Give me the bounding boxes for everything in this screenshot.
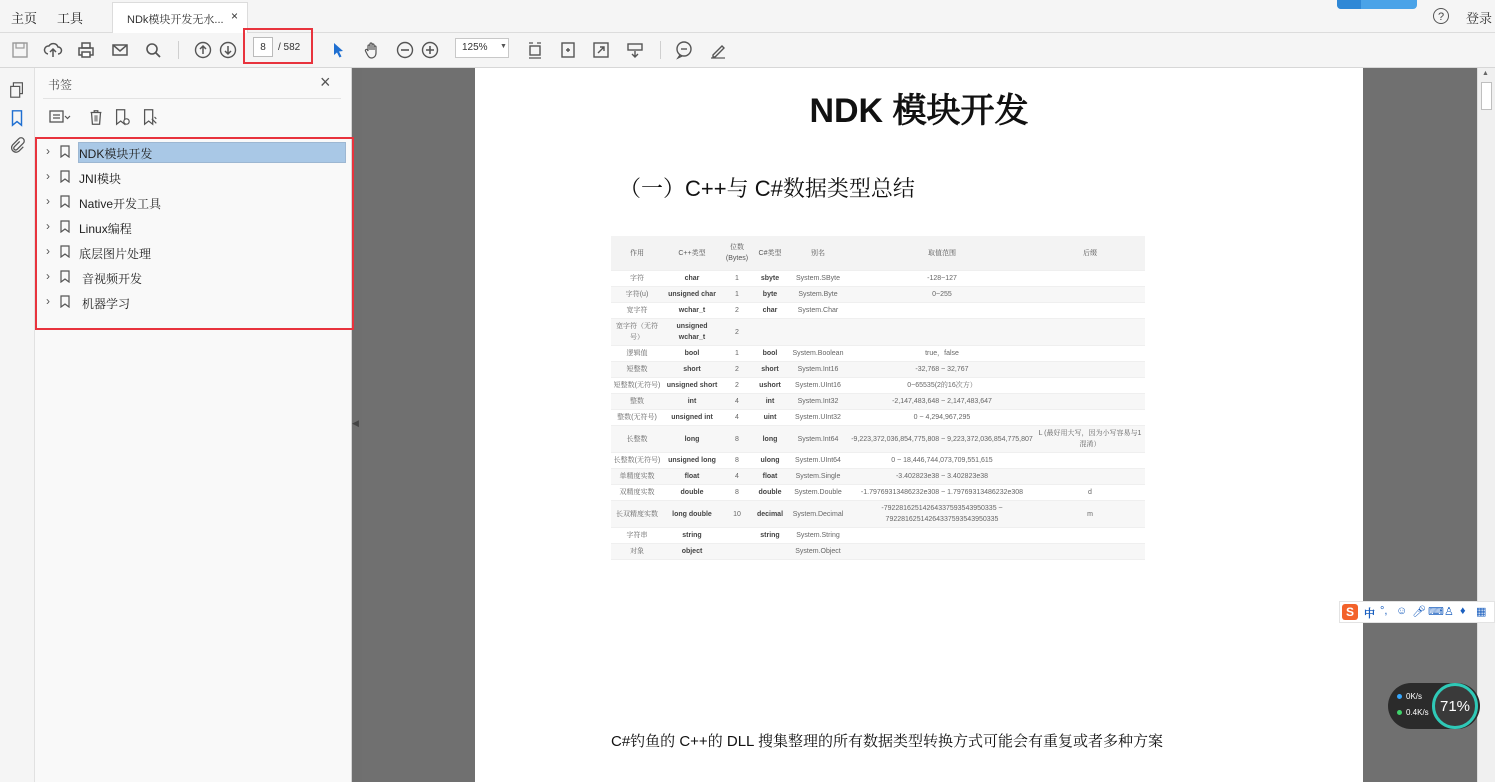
table-cell: -128~127 <box>849 271 1035 287</box>
table-cell: System.Decimal <box>787 501 849 528</box>
table-cell <box>753 319 787 346</box>
fullscreen-icon[interactable] <box>590 39 612 61</box>
table-cell <box>753 544 787 560</box>
table-header-row <box>611 236 1145 271</box>
table-cell: string <box>753 528 787 544</box>
table-cell: 字符 <box>611 271 663 287</box>
table-row <box>611 303 1145 319</box>
table-cell: 整数(无符号) <box>611 410 663 426</box>
table-cell: 10 <box>721 501 753 528</box>
table-cell: 长双精度实数 <box>611 501 663 528</box>
table-cell: unsigned wchar_t <box>663 319 721 346</box>
print-icon[interactable] <box>75 39 97 61</box>
table-cell <box>1035 287 1145 303</box>
attachment-icon[interactable] <box>7 135 27 155</box>
table-cell: long <box>663 426 721 453</box>
table-header: 别名 <box>787 236 849 271</box>
skin-icon[interactable]: ♦ <box>1460 605 1466 617</box>
upload-dot-icon <box>1397 694 1402 699</box>
bookmark-label: Linux编程 <box>79 222 132 236</box>
table-cell <box>1035 271 1145 287</box>
table-row <box>611 378 1145 394</box>
page-total: / 582 <box>278 42 301 53</box>
table-cell <box>787 319 849 346</box>
table-cell <box>1035 378 1145 394</box>
table-header: 作用 <box>611 236 663 271</box>
fit-page-icon[interactable] <box>524 39 546 61</box>
bookmark-panel-icon[interactable] <box>7 108 27 128</box>
bookmark-properties-icon[interactable] <box>139 106 161 128</box>
ime-toolbar <box>1339 601 1495 623</box>
table-row <box>611 362 1145 378</box>
table-cell: 长整数(无符号) <box>611 453 663 469</box>
table-cell: float <box>753 469 787 485</box>
table-row <box>611 469 1145 485</box>
table-header: C#类型 <box>753 236 787 271</box>
table-cell <box>849 303 1035 319</box>
table-cell <box>1035 544 1145 560</box>
table-row <box>611 528 1145 544</box>
table-header: 取值范围 <box>849 236 1035 271</box>
table-cell: wchar_t <box>663 303 721 319</box>
pages-thumbnail-icon[interactable] <box>7 80 27 100</box>
table-cell: true，false <box>849 346 1035 362</box>
login-link[interactable]: 登录 <box>1466 11 1493 26</box>
table-cell: int <box>753 394 787 410</box>
table-cell: -9,223,372,036,854,775,808 ~ 9,223,372,036,854,775,807 <box>849 426 1035 453</box>
table-cell <box>1035 528 1145 544</box>
table-cell: 2 <box>721 303 753 319</box>
table-cell: System.String <box>787 528 849 544</box>
table-cell: 字符(u) <box>611 287 663 303</box>
table-cell: double <box>753 485 787 501</box>
table-cell: short <box>663 362 721 378</box>
document-tab-title: NDk模块开发无水... <box>127 14 224 26</box>
bookmark-label: Native开发工具 <box>79 197 162 211</box>
keyboard-icon[interactable]: ⌨ <box>1428 606 1444 618</box>
page-title: NDK 模块开发 <box>809 92 1029 130</box>
table-cell: long <box>753 426 787 453</box>
upload-speed: 0K/s <box>1406 692 1423 701</box>
table-cell: 1 <box>721 287 753 303</box>
table-row <box>611 501 1145 528</box>
table-cell: uint <box>753 410 787 426</box>
table-cell: System.Object <box>787 544 849 560</box>
table-cell: bool <box>753 346 787 362</box>
table-cell: 4 <box>721 469 753 485</box>
body-text: C#钓鱼的 C++的 DLL 搜集整理的所有数据类型转换方式可能会有重复或者多种方案 <box>611 733 1163 750</box>
document-page <box>475 68 1363 782</box>
table-cell: 8 <box>721 453 753 469</box>
table-row <box>611 319 1145 346</box>
zoom-select[interactable] <box>455 38 509 58</box>
table-cell: 短整数(无符号) <box>611 378 663 394</box>
table-cell: L (最好用大写，因为小写容易与1混淆） <box>1035 426 1145 453</box>
table-cell: 2 <box>721 319 753 346</box>
select-cursor-icon[interactable] <box>327 39 349 61</box>
table-header: 位数(Bytes) <box>721 236 753 271</box>
table-cell: int <box>663 394 721 410</box>
bookmark-label: JNI模块 <box>79 172 122 186</box>
document-tab[interactable] <box>112 2 248 33</box>
table-cell: m <box>1035 501 1145 528</box>
zoom-in-icon[interactable] <box>419 39 441 61</box>
bookmark-panel-title: 书签 <box>48 78 73 92</box>
table-cell: 双精度实数 <box>611 485 663 501</box>
page-number-input[interactable]: 8 <box>253 37 273 57</box>
table-cell: double <box>663 485 721 501</box>
table-cell: unsigned int <box>663 410 721 426</box>
memory-percent: 71% <box>1439 698 1471 715</box>
hand-icon[interactable] <box>361 39 383 61</box>
vertical-scrollbar[interactable] <box>1477 68 1495 782</box>
comment-icon[interactable] <box>673 39 695 61</box>
table-row <box>611 453 1145 469</box>
bookmark-icon <box>60 270 70 283</box>
table-cell: 字符串 <box>611 528 663 544</box>
table-row <box>611 544 1145 560</box>
table-cell <box>1035 319 1145 346</box>
search-icon[interactable] <box>142 39 164 61</box>
table-cell: string <box>663 528 721 544</box>
data-type-table <box>611 236 1145 560</box>
memory-gauge <box>1432 683 1478 729</box>
bookmark-icon <box>60 220 70 233</box>
table-cell: -2,147,483,648 ~ 2,147,483,647 <box>849 394 1035 410</box>
user-icon[interactable]: ♙ <box>1444 606 1454 618</box>
menu-bar <box>0 0 1495 33</box>
table-cell: 单精度实数 <box>611 469 663 485</box>
bookmark-icon <box>60 145 70 158</box>
table-cell <box>1035 346 1145 362</box>
table-cell: -3.402823e38 ~ 3.402823e38 <box>849 469 1035 485</box>
chevron-right-icon[interactable]: › <box>46 269 50 283</box>
table-row <box>611 346 1145 362</box>
table-cell <box>849 319 1035 346</box>
section-heading: （一）C++与 C#数据类型总结 <box>619 176 915 201</box>
table-cell <box>1035 303 1145 319</box>
table-cell: unsigned char <box>663 287 721 303</box>
table-cell: System.Single <box>787 469 849 485</box>
table-cell: 2 <box>721 378 753 394</box>
save-icon[interactable] <box>9 39 31 61</box>
table-row <box>611 410 1145 426</box>
cloud-icon <box>1337 0 1361 9</box>
chevron-right-icon[interactable]: › <box>46 294 50 308</box>
table-cell <box>1035 469 1145 485</box>
actual-size-icon[interactable] <box>557 39 579 61</box>
divider <box>43 98 341 99</box>
side-strip <box>0 68 35 782</box>
table-cell: 逻辑值 <box>611 346 663 362</box>
table-header: C++类型 <box>663 236 721 271</box>
table-cell: unsigned long <box>663 453 721 469</box>
table-cell: 8 <box>721 485 753 501</box>
table-cell: 1 <box>721 346 753 362</box>
table-cell <box>849 544 1035 560</box>
table-row <box>611 287 1145 303</box>
table-cell: d <box>1035 485 1145 501</box>
table-cell <box>849 528 1035 544</box>
table-cell: char <box>663 271 721 287</box>
table-cell: System.Boolean <box>787 346 849 362</box>
toolbar <box>0 33 1495 68</box>
table-cell <box>1035 453 1145 469</box>
chevron-right-icon[interactable]: › <box>46 244 50 258</box>
tab-close-icon[interactable]: × <box>231 9 239 23</box>
table-cell: sbyte <box>753 271 787 287</box>
next-page-icon[interactable] <box>217 39 239 61</box>
bookmark-item[interactable] <box>44 291 346 313</box>
delete-icon[interactable] <box>85 106 107 128</box>
bookmark-label: 底层图片处理 <box>79 247 152 261</box>
toolbar-separator <box>660 41 661 59</box>
table-cell: 短整数 <box>611 362 663 378</box>
table-cell: 0 ~ 4,294,967,295 <box>849 410 1035 426</box>
table-cell: decimal <box>753 501 787 528</box>
bookmark-label: NDK模块开发 <box>79 147 153 161</box>
read-mode-icon[interactable] <box>624 39 646 61</box>
network-monitor-widget[interactable] <box>1388 683 1480 729</box>
bookmark-item[interactable] <box>44 141 346 163</box>
table-row <box>611 485 1145 501</box>
help-icon[interactable]: ? <box>1433 8 1449 24</box>
add-bookmark-icon[interactable] <box>111 106 133 128</box>
table-row <box>611 394 1145 410</box>
table-cell: ulong <box>753 453 787 469</box>
table-cell <box>1035 362 1145 378</box>
bookmark-label: 音视频开发 <box>82 272 143 286</box>
chevron-down-icon: ▼ <box>500 43 507 50</box>
ime-language-toggle[interactable]: 中 <box>1364 608 1375 620</box>
emoji-icon[interactable]: ☺ <box>1396 605 1408 617</box>
table-cell: 4 <box>721 410 753 426</box>
chevron-right-icon[interactable]: › <box>46 169 50 183</box>
table-cell: bool <box>663 346 721 362</box>
table-cell: 4 <box>721 394 753 410</box>
microphone-icon[interactable]: 🎤︎ <box>1412 606 1426 618</box>
table-cell <box>721 544 753 560</box>
table-cell <box>721 528 753 544</box>
ime-punctuation-toggle[interactable]: °, <box>1380 605 1388 617</box>
zoom-value: 125% <box>462 42 488 53</box>
grid-menu-icon[interactable]: ▦ <box>1476 606 1487 618</box>
table-cell: unsigned short <box>663 378 721 394</box>
table-cell: byte <box>753 287 787 303</box>
panel-collapse-icon[interactable]: ◀ <box>352 418 359 428</box>
sogou-logo-icon[interactable]: S <box>1342 604 1358 620</box>
zoom-out-icon[interactable] <box>394 39 416 61</box>
toolbar-separator <box>178 41 179 59</box>
bookmark-icon <box>60 195 70 208</box>
table-row <box>611 426 1145 453</box>
table-cell: 0~65535(2的16次方） <box>849 378 1035 394</box>
chevron-right-icon[interactable]: › <box>46 219 50 233</box>
table-cell: ushort <box>753 378 787 394</box>
bookmark-item[interactable] <box>44 166 346 188</box>
sign-icon[interactable] <box>707 39 729 61</box>
table-cell: 1 <box>721 271 753 287</box>
table-cell: -1.79769313486232e308 ~ 1.79769313486232e308 <box>849 485 1035 501</box>
table-cell: short <box>753 362 787 378</box>
table-cell: System.Char <box>787 303 849 319</box>
table-cell: System.Int16 <box>787 362 849 378</box>
scrollbar-thumb[interactable] <box>1481 82 1492 110</box>
chevron-right-icon[interactable]: › <box>46 194 50 208</box>
scroll-up-icon[interactable]: ▲ <box>1482 70 1489 77</box>
table-cell: System.UInt64 <box>787 453 849 469</box>
table-cell: 宽字符 <box>611 303 663 319</box>
table-cell: System.Double <box>787 485 849 501</box>
menu-tools[interactable]: 工具 <box>57 11 84 26</box>
download-dot-icon <box>1397 710 1402 715</box>
bookmark-label: 机器学习 <box>82 297 131 311</box>
table-cell: 2 <box>721 362 753 378</box>
table-cell: 对象 <box>611 544 663 560</box>
table-cell: 0 ~ 18,446,744,073,709,551,615 <box>849 453 1035 469</box>
bookmark-options-icon[interactable] <box>49 106 71 128</box>
close-icon[interactable]: × <box>320 72 331 92</box>
table-cell: object <box>663 544 721 560</box>
table-cell: System.UInt32 <box>787 410 849 426</box>
bookmark-icon <box>60 295 70 308</box>
table-cell: -32,768 ~ 32,767 <box>849 362 1035 378</box>
download-speed: 0.4K/s <box>1406 708 1429 717</box>
table-cell: 0~255 <box>849 287 1035 303</box>
upload-icon[interactable] <box>42 39 64 61</box>
table-cell: float <box>663 469 721 485</box>
table-cell: long double <box>663 501 721 528</box>
bookmark-item[interactable] <box>44 241 346 263</box>
chevron-right-icon[interactable]: › <box>46 144 50 158</box>
table-cell: System.Int32 <box>787 394 849 410</box>
email-icon[interactable] <box>109 39 131 61</box>
bookmark-icon <box>60 245 70 258</box>
bookmark-item[interactable] <box>44 216 346 238</box>
table-row <box>611 271 1145 287</box>
table-cell <box>1035 394 1145 410</box>
bookmark-icon <box>60 170 70 183</box>
table-cell: System.Byte <box>787 287 849 303</box>
table-cell: System.SByte <box>787 271 849 287</box>
menu-home[interactable]: 主页 <box>11 11 38 26</box>
prev-page-icon[interactable] <box>192 39 214 61</box>
table-cell: System.Int64 <box>787 426 849 453</box>
bookmark-item[interactable] <box>44 191 346 213</box>
table-cell: 8 <box>721 426 753 453</box>
table-cell: 宽字符（无符号） <box>611 319 663 346</box>
table-cell: 长整数 <box>611 426 663 453</box>
table-cell <box>1035 410 1145 426</box>
bookmark-item[interactable] <box>44 266 346 288</box>
table-cell: 整数 <box>611 394 663 410</box>
table-header: 后缀 <box>1035 236 1145 271</box>
table-cell: System.UInt16 <box>787 378 849 394</box>
table-cell: -79228162514264337593543950335 ~ 79228162514264337593543950335 <box>849 501 1035 528</box>
table-cell: char <box>753 303 787 319</box>
